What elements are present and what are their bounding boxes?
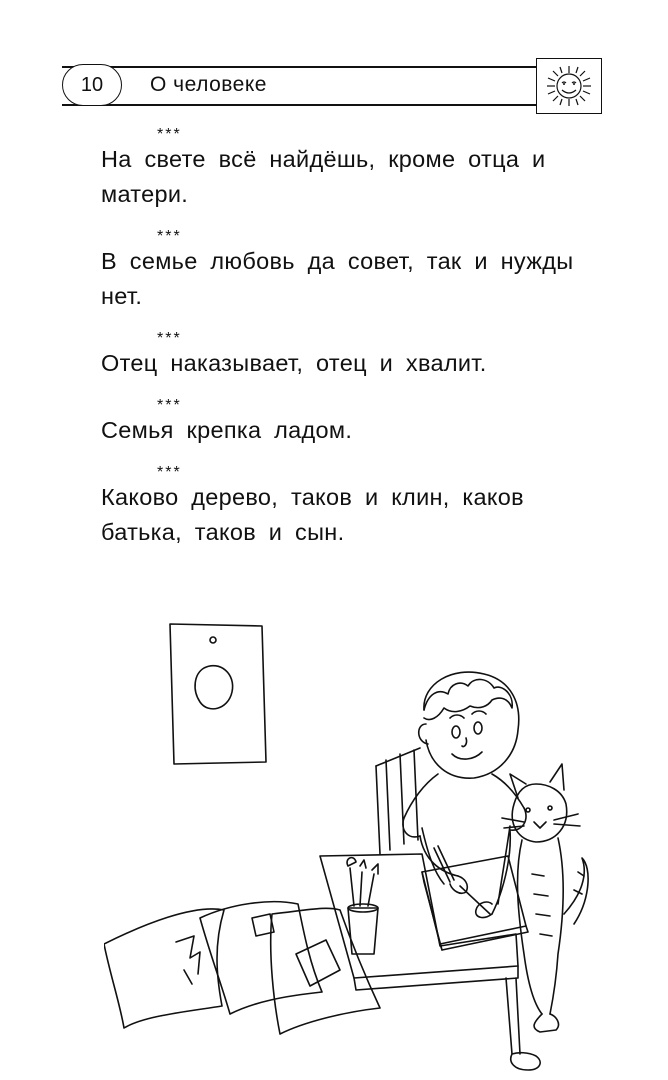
sun-badge [536, 58, 602, 114]
proverb-text: Семья крепка ладом. [101, 417, 353, 443]
sun-face-icon [541, 63, 597, 109]
proverb-text: Каково дерево, таков и клин, каков батька, таков и сын. [101, 484, 524, 545]
section-title: О человеке [144, 73, 273, 97]
proverb-text: В семье любовь да совет, так и нужды нет. [101, 248, 574, 309]
proverb-item [101, 124, 601, 212]
header-rule-top [62, 66, 602, 68]
proverb-separator: *** [157, 397, 182, 414]
proverb-item [101, 395, 601, 448]
illustration [104, 614, 604, 1074]
proverb-text: На свете всё найдёшь, кроме отца и матери. [101, 146, 546, 207]
page-number: 10 [62, 64, 122, 106]
boy-drawing-at-table-illustration [104, 614, 604, 1074]
proverb-separator: *** [157, 126, 182, 143]
proverb-separator: *** [157, 464, 182, 481]
header-rule-bottom [62, 104, 602, 106]
proverb-item [101, 328, 601, 381]
proverb-separator: *** [157, 330, 182, 347]
proverb-separator: *** [157, 228, 182, 245]
page-header [62, 64, 602, 110]
proverb-item [101, 462, 601, 550]
proverb-list [101, 124, 601, 564]
proverb-text: Отец наказывает, отец и хвалит. [101, 350, 487, 376]
proverb-item [101, 226, 601, 314]
